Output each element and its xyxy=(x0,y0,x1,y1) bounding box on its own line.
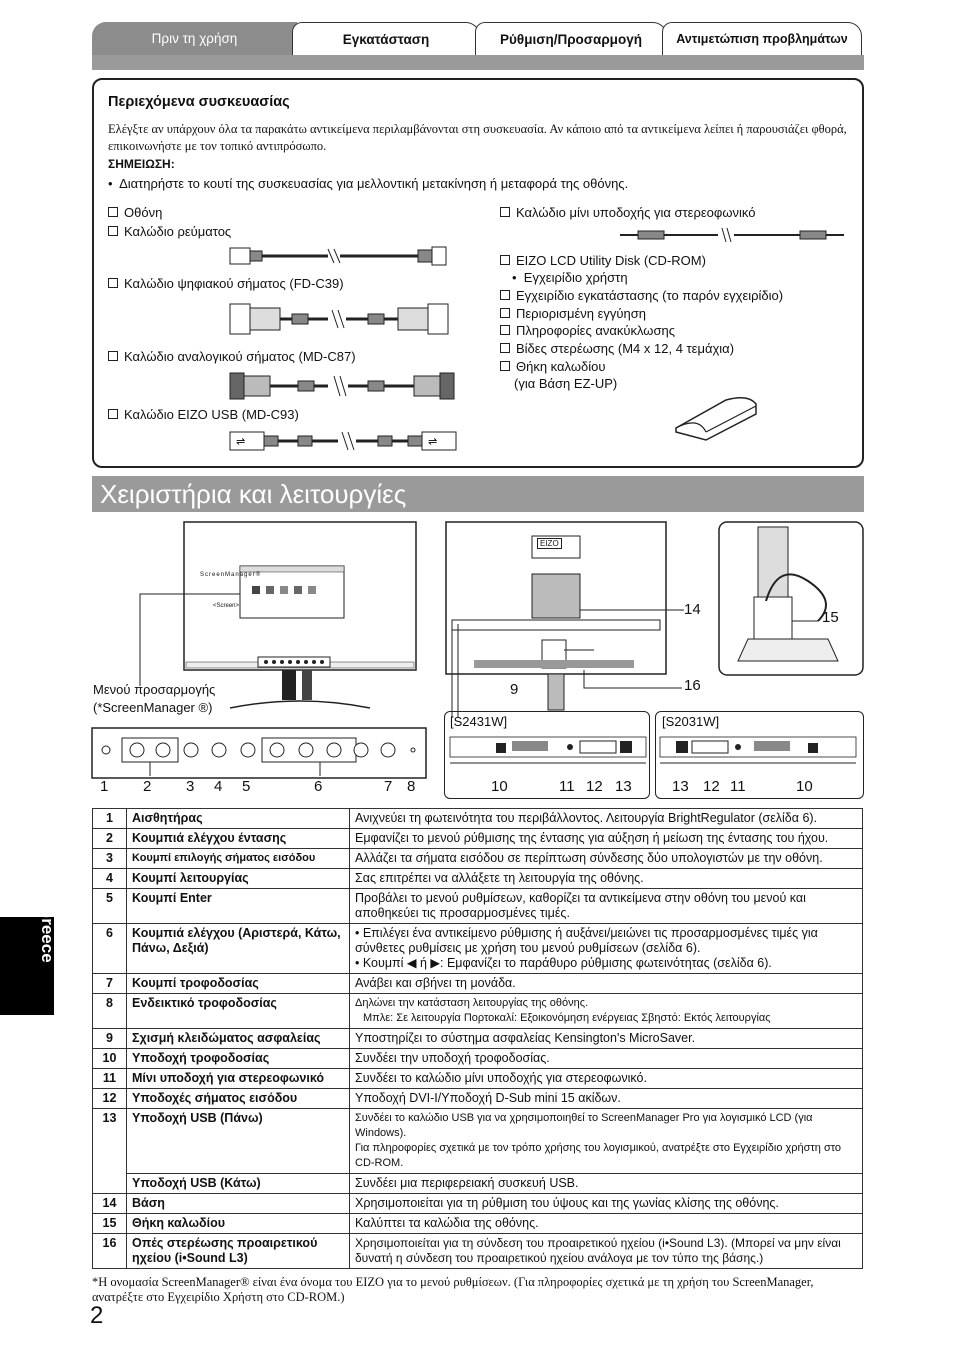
callout-5: 5 xyxy=(242,778,251,795)
list-item: • Εγχειρίδιο χρήστη xyxy=(512,270,628,285)
callout-8: 8 xyxy=(407,778,416,795)
callout-12a: 12 xyxy=(586,778,603,795)
osd-title: ScreenManager® xyxy=(200,572,262,578)
tab-label: Πριν τη χρήση xyxy=(151,31,238,46)
monitor-front-diagram xyxy=(90,518,440,800)
list-item: Καλώδιο αναλογικού σήματος (MD-C87) xyxy=(108,349,356,364)
usb-cable-illustration xyxy=(228,428,460,454)
eizo-logo: EIZO xyxy=(537,538,562,549)
callout-15: 15 xyxy=(822,609,839,626)
tab-underline xyxy=(92,55,864,70)
footnote: *Η ονομασία ScreenManager® είναι ένα όνομα του EIZO για το μενού ρυθμίσεων. (Για πληροφορίες σχετικά με τη χρήση του ScreenManager, ανατρέξτε στο Εγχειρίδιο Χρήστη στο CD-ROM.) xyxy=(92,1275,814,1304)
tab-adjustment[interactable] xyxy=(475,22,667,55)
callout-12b: 12 xyxy=(703,778,720,795)
menu-label xyxy=(93,681,215,717)
list-item: Καλώδιο μίνι υποδοχής για στερεοφωνικό xyxy=(500,205,755,220)
table-row: 14 Βάση Χρησιμοποιείται για τη ρύθμιση του ύψους και της γωνίας κλίσης της οθόνης. xyxy=(93,1194,863,1214)
callout-6: 6 xyxy=(314,778,323,795)
s2031w-ports xyxy=(658,735,860,775)
s2431w-label: [S2431W] xyxy=(450,714,508,729)
contents-intro: Ελέγξτε αν υπάρχουν όλα τα παρακάτω αντικείμενα περιλαμβάνονται στη συσκευασία. Αν κάποιο από τα αντικείμενα λείπει ή παρουσιάζει φθορά, επικοινωνήστε με τον τοπικό αντιπρόσωπο. xyxy=(108,122,847,153)
callout-10b: 10 xyxy=(796,778,813,795)
table-row: 12 Υποδοχές σήματος εισόδου Υποδοχή DVI-I/Υποδοχή D-Sub mini 15 ακίδων. xyxy=(93,1089,863,1109)
table-row: 4 Κουμπί λειτουργίας Σας επιτρέπει να αλλάξετε τη λειτουργία της οθόνης. xyxy=(93,869,863,889)
table-row: 3 Κουμπί επιλογής σήματος εισόδου Αλλάζει τα σήματα εισόδου σε περίπτωση σύνδεσης δύο υπολογιστών με την οθόνη. xyxy=(93,849,863,869)
page-number: 2 xyxy=(90,1302,104,1329)
cable-cover-detail xyxy=(718,521,864,676)
navigation-tabs xyxy=(92,22,864,70)
list-item: Περιορισμένη εγγύηση xyxy=(500,306,646,321)
table-row: 8 Ενδεικτικό τροφοδοσίας Δηλώνει την κατάσταση λειτουργίας της οθόνης. Μπλε: Σε λειτουργία Πορτοκαλί: Εξοικονόμηση ενέργειας Σβηστό: Εκτός λειτουργίας xyxy=(93,994,863,1029)
callout-11b: 11 xyxy=(730,778,746,795)
table-row: 6 Κουμπιά ελέγχου (Αριστερά, Κάτω, Πάνω, Δεξιά) • Επιλέγει ένα αντικείμενο ρύθμισης ή αυξάνει/μειώνει τις προσαρμοσμένες τιμές για σύνθετες ρυθμίσεις με χρήση του μενού ρυθμίσεων (σελίδα 6). • Κουμπί ◀ ή ▶: Εμφανίζει το παράθυρο ρύθμισης φωτεινότητας (σελίδα 6). xyxy=(93,924,863,974)
tab-label: Αντιμετώπιση προβλημάτων xyxy=(676,32,848,46)
function-table xyxy=(92,808,863,1269)
callout-3: 3 xyxy=(186,778,195,795)
section-heading: Χειριστήρια και λειτουργίες xyxy=(92,476,864,512)
s2031w-label: [S2031W] xyxy=(662,714,720,729)
power-cable-illustration xyxy=(228,243,450,269)
table-row: 15 Θήκη καλωδίου Καλύπτει τα καλώδια της οθόνης. xyxy=(93,1214,863,1234)
callout-10a: 10 xyxy=(491,778,508,795)
list-item: Πληροφορίες ανακύκλωσης xyxy=(500,323,675,338)
callout-11a: 11 xyxy=(559,778,575,795)
note-heading: ΣΗΜΕΙΩΣΗ: xyxy=(108,157,175,171)
list-item: Βίδες στερέωσης (M4 x 12, 4 τεμάχια) xyxy=(500,341,734,356)
list-item: EIZO LCD Utility Disk (CD-ROM) xyxy=(500,253,706,268)
table-row: 10 Υποδοχή τροφοδοσίας Συνδέει την υποδοχή τροφοδοσίας. xyxy=(93,1049,863,1069)
table-row: 5 Κουμπί Enter Προβάλει το μενού ρυθμίσεων, καθορίζει τα αντικείμενα στην οθόνη του μενού και αποθηκεύει τις προσαρμοσμένες τιμές. xyxy=(93,889,863,924)
digital-cable-illustration xyxy=(228,298,450,340)
list-item: Οθόνη xyxy=(108,205,162,220)
monitor-rear-diagram xyxy=(444,520,712,710)
list-item: Καλώδιο EIZO USB (MD-C93) xyxy=(108,407,299,422)
table-row: 13 Υποδοχή USB (Πάνω) Συνδέει το καλώδιο USB για να χρησιμοποιηθεί το ScreenManager Pro για λογισμικό LCD (για Windows). Για πληροφορίες σχετικά με τον τρόπο χρήσης του λογισμικού, ανατρέξτε στο Εγχειρίδιο χρήστη στο CD-ROM. xyxy=(93,1109,863,1174)
svg-text:⇌: ⇌ xyxy=(236,435,246,448)
table-row: 16 Οπές στερέωσης προαιρετικού ηχείου (i•Sound L3) Χρησιμοποιείται για τη σύνδεση του προαιρετικού ηχείου (i•Sound L3). (Μπορεί να μην είναι δυνατή η σύνδεση του προαιρετικού ηχείου ανάλογα με τον τύπο της βάσης.) xyxy=(93,1234,863,1269)
tab-troubleshooting[interactable] xyxy=(662,22,862,55)
svg-text:⇌: ⇌ xyxy=(428,435,438,448)
side-tab-label: Greece xyxy=(38,905,57,963)
callout-9: 9 xyxy=(510,681,519,698)
table-row: 7 Κουμπί τροφοδοσίας Ανάβει και σβήνει τη μονάδα. xyxy=(93,974,863,994)
cable-cover-illustration xyxy=(672,392,762,444)
tab-before-use[interactable] xyxy=(92,22,297,55)
list-item: (για Βάση EZ-UP) xyxy=(514,376,618,391)
tab-label: Ρύθμιση/Προσαρμογή xyxy=(500,31,642,47)
list-item: Εγχειρίδιο εγκατάστασης (το παρόν εγχειρίδιο) xyxy=(500,288,783,303)
table-row: 11 Μίνι υποδοχή για στερεοφωνικό Συνδέει το καλώδιο μίνι υποδοχής για στερεοφωνικό. xyxy=(93,1069,863,1089)
callout-2: 2 xyxy=(143,778,152,795)
table-row: 9 Σχισμή κλειδώματος ασφαλείας Υποστηρίζει το σύστημα ασφαλείας Kensington's MicroSaver. xyxy=(93,1029,863,1049)
callout-14: 14 xyxy=(684,601,701,618)
tab-installation[interactable] xyxy=(292,22,480,55)
callout-16: 16 xyxy=(684,677,701,694)
list-item: Θήκη καλωδίου xyxy=(500,359,605,374)
list-item: Καλώδιο ψηφιακού σήματος (FD-C39) xyxy=(108,276,344,291)
table-row: 1 Αισθητήρας Ανιχνεύει τη φωτεινότητα του περιβάλλοντος. Λειτουργία BrightRegulator (σελίδα 6). xyxy=(93,809,863,829)
audio-cable-illustration xyxy=(618,225,846,245)
note-text: • Διατηρήστε το κουτί της συσκευασίας για μελλοντική μετακίνηση ή μεταφορά της οθόνης. xyxy=(108,176,629,191)
table-row: 2 Κουμπιά ελέγχου έντασης Εμφανίζει το μενού ρύθμισης της έντασης για αύξηση ή μείωση της έντασης του ήχου. xyxy=(93,829,863,849)
callout-1: 1 xyxy=(100,778,109,795)
callout-13b: 13 xyxy=(672,778,689,795)
osd-subtitle: <Screen> xyxy=(213,603,240,609)
analog-cable-illustration xyxy=(228,370,456,402)
table-row: Υποδοχή USB (Κάτω) Συνδέει μια περιφερειακή συσκευή USB. xyxy=(93,1174,863,1194)
callout-7: 7 xyxy=(384,778,393,795)
note-body: Διατηρήστε το κουτί της συσκευασίας για μελλοντική μετακίνηση ή μεταφορά της οθόνης. xyxy=(119,176,629,191)
callout-4: 4 xyxy=(214,778,223,795)
s2431w-ports xyxy=(446,735,648,775)
contents-title: Περιεχόμενα συσκευασίας xyxy=(108,94,290,110)
tab-label: Εγκατάσταση xyxy=(342,31,430,47)
list-item: Καλώδιο ρεύματος xyxy=(108,224,231,239)
callout-13a: 13 xyxy=(615,778,632,795)
menu-label-line1: Μενού προσαρμογής xyxy=(93,682,216,697)
menu-label-line2: (*ScreenManager ®) xyxy=(93,700,213,715)
language-side-tab xyxy=(0,905,57,1015)
